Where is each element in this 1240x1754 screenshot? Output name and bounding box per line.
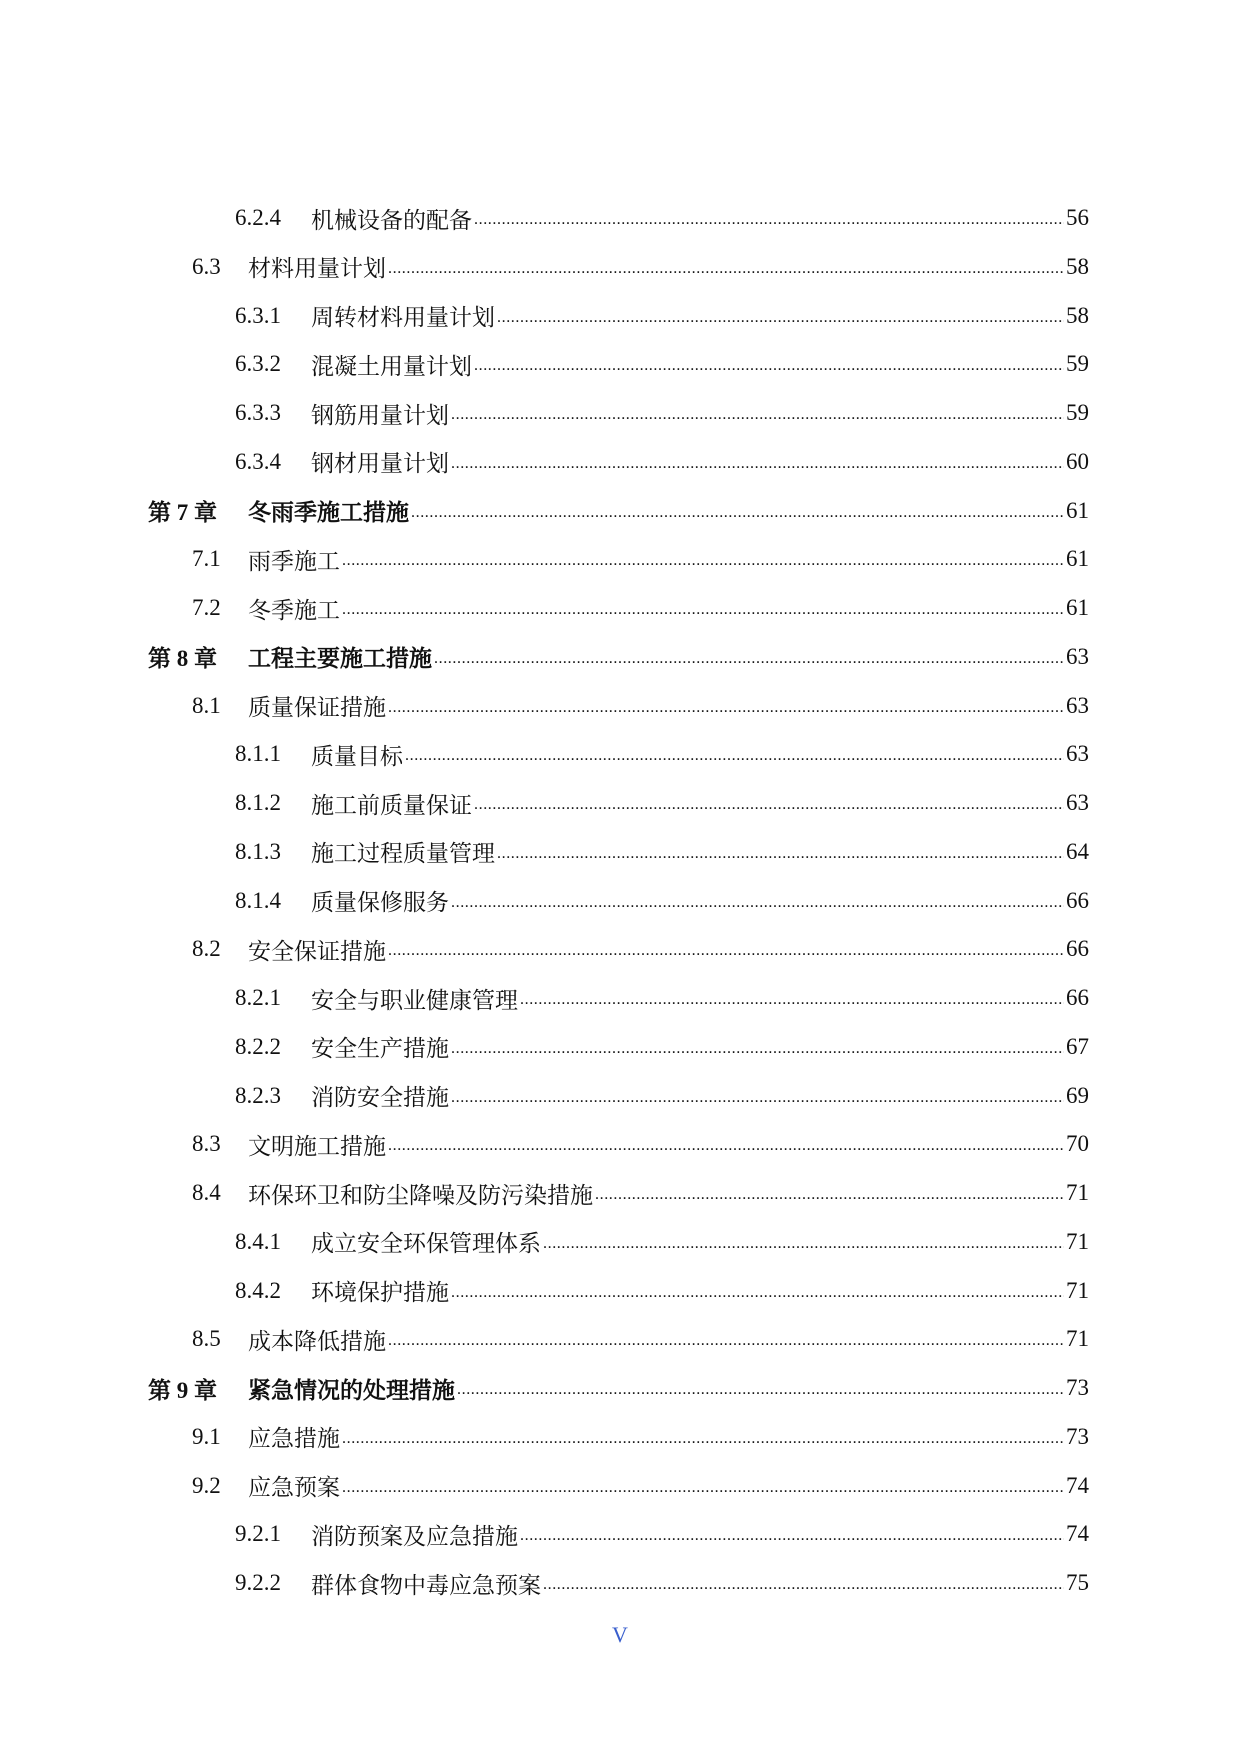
toc-entry-page: 71 [1066,1326,1089,1352]
toc-entry-title: 应急预案 [248,1475,340,1500]
toc-leader-dots [520,991,1064,1018]
toc-entry[interactable] [235,442,1089,482]
toc-entry[interactable] [235,1027,1089,1067]
toc-leader-dots [434,650,1064,677]
toc-entry-number: 8.2.3 [235,1082,281,1108]
toc-entry-title: 雨季施工 [248,548,340,574]
toc-entry-title: 环境保护措施 [311,1280,449,1305]
toc-entry-page: 74 [1066,1472,1089,1498]
toc-leader-dots [388,942,1064,969]
toc-entry-page: 63 [1066,643,1089,669]
toc-entry-title: 周转材料用量计划 [311,305,495,330]
toc-leader-dots [497,309,1064,336]
toc-entry-page: 61 [1066,546,1089,572]
toc-entry-number: 6.2.4 [235,205,281,230]
toc-entry[interactable] [148,491,1089,531]
toc-entry-number: 第 7 章 [148,500,217,525]
toc-entry-page: 63 [1066,692,1089,718]
toc-entry-number: 8.1 [192,692,221,718]
toc-entry[interactable] [235,1222,1089,1262]
toc-entry-number: 8.3 [192,1131,221,1157]
toc-entry[interactable] [235,296,1089,336]
toc-entry-page: 73 [1066,1423,1089,1449]
toc-leader-dots [342,1430,1064,1457]
toc-leader-dots [388,1332,1064,1359]
toc-entry-number: 8.5 [192,1326,221,1352]
toc-leader-dots [451,1089,1064,1116]
toc-entry-title: 冬雨季施工措施 [248,500,409,525]
toc-entry-title: 施工前质量保证 [311,792,472,818]
toc-entry-title: 成本降低措施 [248,1328,386,1354]
toc-entry[interactable] [235,393,1089,433]
toc-entry-number: 8.1.4 [235,887,281,913]
toc-entry-title: 安全与职业健康管理 [311,987,518,1013]
toc-leader-dots [451,1040,1064,1067]
toc-entry-number: 6.3.3 [235,400,281,425]
toc-entry-number: 第 9 章 [148,1377,217,1403]
toc-entry-number: 9.2.2 [235,1570,281,1595]
toc-entry[interactable] [235,881,1089,921]
toc-entry-title: 质量目标 [311,743,403,769]
toc-entry[interactable] [192,1466,1089,1506]
toc-entry-number: 8.1.2 [235,790,281,815]
toc-entry-title: 应急措施 [248,1426,340,1452]
toc-entry-page: 61 [1066,497,1089,523]
toc-entry-number: 6.3.4 [235,448,281,474]
toc-entry-number: 8.2.2 [235,1033,281,1059]
toc-entry[interactable] [192,539,1089,579]
toc-entry[interactable] [192,1173,1089,1213]
toc-entry-page: 61 [1066,595,1089,620]
toc-entry-page: 69 [1066,1082,1089,1108]
toc-entry-title: 混凝土用量计划 [311,353,472,379]
page-number-footer: V [612,1622,628,1647]
toc-leader-dots [405,747,1064,774]
toc-leader-dots [497,845,1064,872]
toc-entry-title: 环保环卫和防尘降噪及防污染措施 [248,1182,593,1208]
toc-entry-number: 9.2 [192,1472,221,1498]
toc-entry[interactable] [235,783,1089,823]
toc-entry-title: 钢材用量计划 [311,451,449,477]
toc-entry-title: 成立安全环保管理体系 [311,1231,541,1257]
toc-entry-page: 71 [1066,1277,1089,1303]
toc-entry-title: 钢筋用量计划 [311,402,449,428]
toc-entry-number: 8.4.1 [235,1228,281,1254]
toc-leader-dots [342,552,1064,579]
toc-entry-page: 66 [1066,936,1089,962]
toc-leader-dots [451,1284,1064,1311]
toc-entry[interactable] [235,1076,1089,1116]
toc-leader-dots [595,1186,1064,1213]
toc-entry-page: 66 [1066,985,1089,1010]
toc-entry-page: 59 [1066,400,1089,425]
toc-entry-number: 9.2.1 [235,1521,281,1547]
toc-leader-dots [543,1235,1064,1262]
toc-entry-title: 质量保证措施 [248,695,386,720]
toc-entry-page: 56 [1066,205,1089,230]
toc-entry-number: 8.1.3 [235,838,281,864]
toc-entry[interactable] [235,198,1089,238]
toc-entry[interactable] [235,344,1089,384]
toc-leader-dots [543,1576,1064,1603]
toc-entry[interactable] [192,1124,1089,1164]
toc-entry-number: 8.4.2 [235,1277,281,1303]
toc-entry-number: 8.2.1 [235,985,281,1010]
toc-entry-title: 群体食物中毒应急预案 [311,1572,541,1598]
toc-entry[interactable] [192,1319,1089,1359]
toc-entry-page: 58 [1066,302,1089,328]
toc-entry-page: 58 [1066,253,1089,279]
toc-entry[interactable] [235,832,1089,872]
toc-entry-title: 冬季施工 [248,597,340,623]
toc-leader-dots [342,1479,1064,1506]
toc-entry-number: 8.2 [192,936,221,962]
toc-entry-number: 8.1.1 [235,741,281,767]
toc-entry-page: 63 [1066,741,1089,767]
toc-entry-number: 第 8 章 [148,646,217,672]
toc-entry[interactable] [148,1368,1089,1408]
toc-entry-page: 71 [1066,1228,1089,1254]
toc-entry-title: 工程主要施工措施 [248,646,432,672]
toc-leader-dots [474,796,1064,823]
toc-entry-page: 71 [1066,1180,1089,1205]
toc-leader-dots [451,406,1064,433]
toc-leader-dots [451,455,1064,482]
toc-leader-dots [474,211,1064,238]
toc-entry-number: 6.3 [192,253,221,279]
toc-entry[interactable] [235,1514,1089,1554]
toc-entry-page: 67 [1066,1033,1089,1059]
toc-entry[interactable] [148,637,1089,677]
toc-entry-number: 8.4 [192,1180,221,1205]
toc-entry-page: 73 [1066,1375,1089,1400]
toc-entry-title: 消防预案及应急措施 [311,1523,518,1549]
toc-entry[interactable] [235,1563,1089,1603]
toc-leader-dots [520,1527,1064,1554]
toc-entry[interactable] [192,686,1089,726]
toc-leader-dots [388,260,1064,287]
toc-entry-number: 7.1 [192,546,221,572]
toc-entry-number: 7.2 [192,595,221,620]
toc-leader-dots [388,699,1064,726]
toc-entry-page: 59 [1066,351,1089,377]
toc-entry-title: 安全生产措施 [311,1036,449,1062]
toc-entry-page: 60 [1066,448,1089,474]
toc-entry-title: 文明施工措施 [248,1133,386,1159]
toc-entry[interactable] [192,588,1089,628]
toc-entry[interactable] [192,247,1089,287]
toc-leader-dots [388,1137,1064,1164]
toc-entry-page: 63 [1066,790,1089,815]
toc-entry-title: 质量保修服务 [311,890,449,915]
toc-entry-page: 64 [1066,838,1089,864]
toc-entry-title: 紧急情况的处理措施 [248,1377,455,1403]
toc-entry-page: 74 [1066,1521,1089,1547]
toc-entry-number: 9.1 [192,1423,221,1449]
toc-leader-dots [342,601,1064,628]
toc-leader-dots [457,1381,1064,1408]
toc-leader-dots [474,357,1064,384]
toc-entry[interactable] [235,734,1089,774]
toc-entry[interactable] [192,1417,1089,1457]
toc-entry-title: 施工过程质量管理 [311,841,495,867]
toc-entry-page: 70 [1066,1131,1089,1157]
toc-entry[interactable] [235,1271,1089,1311]
toc-entry-title: 机械设备的配备 [311,207,472,233]
toc-entry-number: 6.3.2 [235,351,281,377]
toc-entry-title: 材料用量计划 [248,256,386,282]
toc-leader-dots [451,894,1064,921]
toc-entry-page: 75 [1066,1570,1089,1595]
toc-entry-title: 消防安全措施 [311,1085,449,1110]
toc-entry[interactable] [192,929,1089,969]
toc-leader-dots [411,504,1064,531]
toc-entry-page: 66 [1066,887,1089,913]
toc-entry[interactable] [235,978,1089,1018]
toc-entry-title: 安全保证措施 [248,938,386,964]
toc-entry-number: 6.3.1 [235,302,281,328]
